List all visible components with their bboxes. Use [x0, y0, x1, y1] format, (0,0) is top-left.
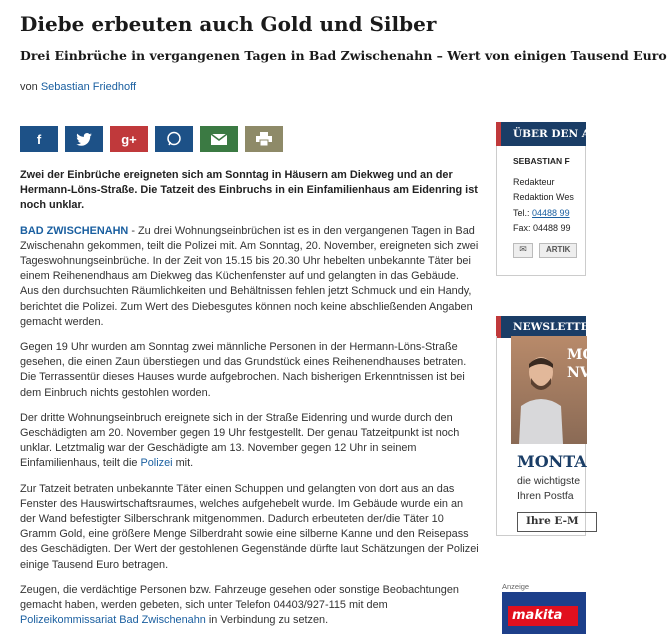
polizei-link[interactable]: Polizei	[140, 457, 173, 470]
author-name: SEBASTIAN F	[513, 156, 570, 166]
newsletter-text	[517, 474, 580, 504]
dateline: BAD ZWISCHENAHN	[20, 224, 129, 237]
polizeikommissariat-link[interactable]: Polizeikommissariat Bad Zwischenahn	[20, 614, 206, 627]
author-department: Redaktion Wes	[513, 192, 574, 202]
author-phone	[513, 206, 585, 222]
author-articles-button[interactable]: ARTIK	[539, 243, 577, 258]
twitter-icon	[76, 133, 92, 146]
envelope-icon	[211, 134, 227, 145]
makita-logo: makita	[508, 606, 578, 626]
author-box	[496, 146, 586, 276]
print-button[interactable]	[245, 126, 283, 152]
ad-label: Anzeige	[502, 582, 530, 591]
author-link[interactable]: Sebastian Friedhoff	[40, 81, 137, 93]
envelope-icon: ✉	[519, 244, 527, 255]
advertisement[interactable]	[502, 592, 586, 634]
newsletter-text-line: Ihren Postfa	[517, 490, 574, 502]
author-box-heading: ÜBER DEN AU	[496, 122, 586, 146]
author-role: Redakteur	[513, 176, 555, 187]
paragraph-text: - Zu drei Wohnungseinbrüchen ist es in den vergangenen Tagen in Bad Zwischenahn gekommen, teilt die Polizei mit. Am Sonntag, 20. November, ereigneten sich zwei Tageswohnungseinbrüche. In der Zeit von 15.15 bis 20.30 Uhr hebelten unbekannte Täter bei einem Reihenendhaus am Diekweg das Küchenfenster auf und gelangten in das Gebäude. Aus den durchsuchten Räumlichkeiten und Behältnissen fehlen jetzt Schmuck und ein Handy, berichtet die Polizei. Zum Wert des Diebesgutes können noch keine abschließenden Angaben gemacht werden.	[20, 224, 479, 328]
article-paragraph	[20, 224, 480, 330]
paragraph-text: Zeugen, die verdächtige Personen bzw. Fahrzeuge gesehen oder sonstige Beobachtungen gemacht haben, werden gebeten, sich unter Telefon 04403/927-115 mit dem	[20, 583, 459, 612]
person-photo	[519, 350, 563, 444]
newsletter-badge: MO NV	[567, 347, 595, 381]
article-subheadline: Drei Einbrüche in vergangenen Tagen in Bad Zwischenahn – Wert von einigen Tausend Euro	[20, 48, 667, 63]
author-actions	[513, 243, 585, 258]
byline	[20, 81, 136, 93]
twitter-share-button[interactable]	[65, 126, 103, 152]
newsletter-email-input[interactable]: Ihre E-M	[517, 512, 597, 532]
facebook-share-button[interactable]	[20, 126, 58, 152]
email-share-button[interactable]	[200, 126, 238, 152]
byline-prefix: von	[20, 81, 38, 93]
article-paragraph: Zur Tatzeit betraten unbekannte Täter einen Schuppen und gelangten von dort aus an das Fenster des Hauswirtschaftsraumes, welches aufgehebelt wurde. Im Gebäude wurde ein an der Wand befestigter Silberschrank mitgenommen. Dadurch erbeuteten der/die Täter 10 Gramm Gold, eine größere Menge Silberdraht sowie eine silberne Kanne und den Reisepass des Geschädigten. Der Wert der gestohlenen Gegenstände dürfte laut Schätzungen der Polizei einige Tausend Euro betragen.	[20, 482, 479, 571]
author-sidebar	[496, 122, 600, 276]
article-headline: Diebe erbeuten auch Gold und Silber	[20, 12, 437, 36]
newsletter-heading: NEWSLETTEI	[496, 316, 586, 338]
paragraph-text: Der dritte Wohnungseinbruch ereignete sich in der Straße Eidenring und wurde durch den Geschädigten am 20. November gegen 19 Uhr festgestellt. Der genau Tatzeitpunkt ist noch unklar. Letztmalig war der Geschädigte am 13. November gegen 12 Uhr in seinem Einfamilienhaus, teilt die	[20, 411, 460, 470]
author-fax: Fax: 04488 99	[513, 223, 571, 233]
facebook-icon: f	[36, 131, 42, 147]
newsletter-box	[496, 336, 595, 536]
phone-link[interactable]: 04488 99	[532, 207, 570, 218]
mail-author-button[interactable]	[513, 243, 533, 258]
article-paragraph: Gegen 19 Uhr wurden am Sonntag zwei männliche Personen in der Hermann-Löns-Straße gesehen, die einen Zaun überstiegen und das Grundstück eines Reihenendhauses betraten. Die Terrassentür dieses Hauses wurde aufgebrochen. Nach bisherigen Erkenntnissen ist bei dem Einbruch nichts gestohlen worden.	[20, 341, 467, 399]
phone-label: Tel.:	[513, 207, 530, 218]
article-body	[20, 168, 480, 638]
article-paragraph	[20, 583, 480, 629]
newsletter-text-line: die wichtigste	[517, 475, 581, 487]
whatsapp-share-button[interactable]	[155, 126, 193, 152]
googleplus-icon: g+	[121, 131, 137, 147]
paragraph-text: in Verbindung zu setzen.	[205, 614, 329, 627]
article-paragraph	[20, 411, 480, 472]
newsletter-image	[511, 336, 595, 444]
paragraph-text: mit.	[172, 457, 194, 470]
newsletter-title: MONTA	[517, 452, 587, 471]
googleplus-share-button[interactable]	[110, 126, 148, 152]
article-lead: Zwei der Einbrüche ereigneten sich am Sonntag in Häusern am Diekweg und an der Hermann-Löns-Straße. Die Tatzeit des Einbruchs in ein Einfamilienhaus am Eidenring ist noch unklar.	[20, 169, 478, 212]
share-bar	[20, 126, 283, 152]
speech-bubble-icon	[166, 131, 182, 147]
printer-icon	[256, 132, 272, 146]
